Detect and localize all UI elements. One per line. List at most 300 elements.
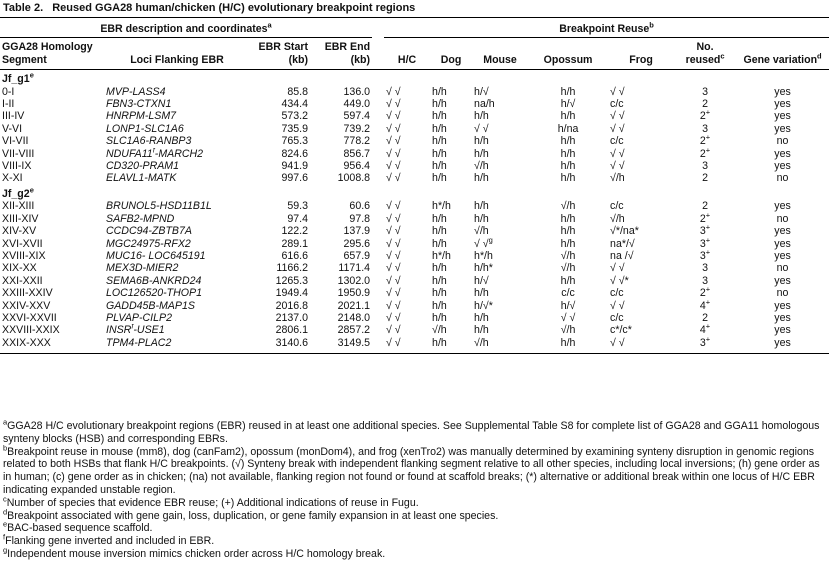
- cell-start: 289.1: [281, 237, 308, 250]
- cell-segment: XXIX-XXX: [0, 337, 104, 354]
- cell-opossum: h/h: [560, 85, 576, 98]
- cell-segment: XXIII-XXIV: [2, 287, 53, 300]
- cell-spacer: [372, 160, 384, 172]
- cell-dog: h*/h: [432, 200, 451, 213]
- table-row: [0, 287, 829, 299]
- cell-spacer: [372, 262, 384, 274]
- cell-end: 657.9: [343, 249, 371, 262]
- cell-start: 616.6: [281, 249, 308, 262]
- cell-mouse: h/h: [474, 147, 489, 160]
- cell-gene-variation: yes: [774, 85, 791, 98]
- cell-opossum: h/h: [560, 274, 576, 287]
- cell-opossum: √/h: [560, 324, 576, 337]
- cell-end: 2857.2: [337, 324, 371, 337]
- cell-end: 60.6: [349, 200, 371, 213]
- footnote: [3, 507, 826, 523]
- cell-reused: 3: [702, 85, 708, 98]
- col-header-dog: Dog: [430, 38, 472, 70]
- cell-frog: √ √: [610, 160, 625, 173]
- cell-start: 735.9: [281, 122, 308, 135]
- cell-hc: √ √: [386, 147, 401, 160]
- cell-reused: 2+: [699, 147, 711, 160]
- cell-dog: h/h: [432, 311, 447, 324]
- cell-end: 449.0: [343, 98, 371, 111]
- cell-gene-variation: yes: [774, 98, 791, 111]
- cell-spacer: [372, 148, 384, 160]
- cell-hc: √ √: [386, 85, 401, 98]
- cell-segment: XII-XIII: [2, 200, 35, 213]
- cell-opossum: h/h: [528, 337, 608, 354]
- cell-spacer: [372, 123, 384, 135]
- cell-reused: 3: [702, 274, 708, 287]
- cell-mouse: √/h: [474, 160, 489, 173]
- cell-dog: h/h: [432, 299, 447, 312]
- cell-dog: h/h: [432, 287, 447, 300]
- cell-dog: h/h: [432, 135, 447, 148]
- cell-frog: c/c: [610, 287, 624, 300]
- cell-gene-variation: yes: [774, 237, 791, 250]
- footnote-mark: g: [3, 545, 8, 555]
- cell-loci: MGC24975-RFX2: [106, 237, 191, 250]
- cell-gene-variation: yes: [774, 147, 791, 160]
- table-caption: [0, 0, 829, 18]
- cell-dog: h/h: [432, 110, 447, 123]
- footnote: [3, 545, 826, 561]
- cell-frog: √/h: [610, 172, 625, 185]
- cell-dog: h/h: [432, 225, 447, 238]
- cell-gene-variation: yes: [736, 337, 829, 354]
- cell-reused: 2+: [699, 287, 711, 300]
- cell-start: 434.4: [281, 98, 308, 111]
- cell-mouse: h/h: [474, 110, 489, 123]
- footnote: [3, 417, 826, 446]
- table-row: [0, 123, 829, 135]
- cell-end: 778.2: [343, 135, 371, 148]
- cell-loci: SLC1A6-RANBP3: [106, 135, 192, 148]
- cell-mouse: √/h: [474, 225, 489, 238]
- cell-mouse: na/h: [474, 98, 495, 111]
- cell-end: 295.6: [343, 237, 371, 250]
- cell-opossum: h/h: [560, 212, 576, 225]
- cell-start: 2016.8: [275, 299, 308, 312]
- cell-frog: √ √: [610, 85, 625, 98]
- table-row: [0, 300, 829, 312]
- cell-loci: MUC16- LOC645191: [106, 249, 206, 262]
- footnote-text: GGA28 H/C evolutionary breakpoint regions (EBR) reused in at least one additional species. See Supplemental Table S8 for complete list of GGA28 and GGA11 homologous synteny blocks (HSB) and corresponding EBRs.: [3, 420, 820, 445]
- cell-frog: c*/c*: [610, 324, 632, 337]
- cell-opossum: h/h: [560, 237, 576, 250]
- cell-reused: 3+: [699, 225, 711, 238]
- cell-loci: PLVAP-CILP2: [106, 311, 172, 324]
- cell-loci: LONP1-SLC1A6: [106, 122, 184, 135]
- cell-loci: HNRPM-LSM7: [106, 110, 177, 123]
- cell-reused: 3+: [674, 337, 736, 354]
- cell-frog: √ √: [608, 337, 674, 354]
- table-row: [0, 135, 829, 147]
- table-row: [0, 238, 829, 250]
- table-row: [0, 275, 829, 287]
- footnote-text: Breakpoint associated with gene gain, loss, duplication, or gene family expansion in at least one species.: [7, 509, 499, 522]
- cell-end: 1008.8: [337, 172, 371, 185]
- table-row: [0, 148, 829, 160]
- footnote-mark: a: [3, 417, 8, 427]
- cell-start: 122.2: [281, 225, 308, 238]
- cell-loci: LOC126520-THOP1: [106, 287, 202, 300]
- cell-end: 1302.0: [337, 274, 371, 287]
- cell-mouse: h/h: [474, 200, 489, 213]
- cell-start: 573.2: [281, 110, 308, 123]
- cell-spacer: [372, 86, 384, 98]
- section-title: Jf_g2e: [2, 185, 34, 200]
- cell-dog: h/h: [432, 274, 447, 287]
- cell-start: 1166.2: [276, 262, 308, 275]
- footnote-mark: d: [3, 507, 8, 517]
- cell-hc: √ √: [386, 160, 401, 173]
- cell-opossum: h/h: [560, 225, 576, 238]
- cell-reused: 2: [702, 311, 708, 324]
- table-row: [0, 337, 829, 354]
- section-row: [0, 185, 829, 200]
- cell-segment: 0-I: [2, 85, 15, 98]
- cell-segment: VI-VII: [2, 135, 29, 148]
- cell-opossum: h/h: [560, 135, 576, 148]
- cell-end: 1950.9: [337, 287, 371, 300]
- table-row: [0, 213, 829, 225]
- cell-hc: √ √: [386, 237, 401, 250]
- cell-frog: c/c: [610, 135, 624, 148]
- cell-opossum: h/h: [560, 110, 576, 123]
- cell-hc: √ √: [386, 311, 401, 324]
- col-header-end: EBR End (kb): [310, 38, 372, 70]
- cell-spacer: [372, 300, 384, 312]
- cell-mouse: √ √: [474, 122, 489, 135]
- cell-gene-variation: yes: [774, 122, 791, 135]
- cell-frog: √ √: [610, 299, 625, 312]
- section-title: Jf_g1e: [2, 70, 34, 86]
- cell-segment: V-VI: [2, 122, 23, 135]
- cell-opossum: c/c: [561, 287, 575, 300]
- cell-hc: √ √: [384, 337, 430, 354]
- cell-opossum: h/h: [560, 172, 576, 185]
- cell-loci: ELAVL1-MATK: [106, 172, 177, 185]
- cell-reused: 2+: [699, 110, 711, 123]
- cell-dog: h/h: [432, 147, 447, 160]
- cell-segment: XXVI-XXVII: [2, 311, 57, 324]
- cell-mouse: h/h: [474, 311, 489, 324]
- cell-mouse: h/h: [474, 135, 489, 148]
- cell-gene-variation: yes: [774, 200, 791, 213]
- footnote-text: Independent mouse inversion mimics chicken order across H/C homology break.: [7, 547, 386, 560]
- cell-hc: √ √: [386, 274, 401, 287]
- cell-start: 824.6: [281, 147, 308, 160]
- cell-spacer: [372, 225, 384, 237]
- footnotes: [0, 417, 829, 561]
- cell-dog: h/h: [432, 212, 447, 225]
- cell-hc: √ √: [386, 299, 401, 312]
- cell-spacer: [372, 312, 384, 324]
- cell-dog: h/h: [432, 237, 447, 250]
- cell-frog: √ √: [610, 262, 625, 275]
- cell-gene-variation: yes: [774, 324, 791, 337]
- col-header-reused: No. reused$^c$: [674, 38, 736, 70]
- footnote: [3, 443, 826, 497]
- table-row: [0, 250, 829, 262]
- footnote-text: Breakpoint reuse in mouse (mm8), dog (canFam2), opossum (monDom4), and frog (xenTro2) was manually determined by examining synteny disruption in genomic regions related to both HSBs that flank H/C breakpoints. (√) Synteny break with independent flanking segment relative to all other species, including local inversions; (h) gene order as in human; (c) gene order as in chicken; (na) not available, flanking region not found or found at scaffold breaks; (*) alternative or additional break within one locus of H/C EBR indicating expanded unstable region.: [3, 445, 820, 496]
- cell-spacer: [372, 287, 384, 299]
- cell-start: 997.6: [281, 172, 308, 185]
- cell-mouse: h/h: [474, 172, 489, 185]
- group-header-row: [0, 20, 829, 38]
- cell-mouse: h/h: [474, 212, 489, 225]
- col-header-gene-variation: Gene variation$^d$: [736, 38, 829, 70]
- cell-opossum: √ √: [560, 311, 576, 324]
- cell-gene-variation: yes: [774, 110, 791, 123]
- cell-loci: NDUFA11$^f$-MARCH2: [106, 147, 204, 160]
- cell-loci: SEMA6B-ANKRD24: [106, 274, 202, 287]
- cell-reused: 2: [702, 172, 708, 185]
- cell-end: 956.4: [343, 160, 371, 173]
- cell-mouse: h*/h: [474, 249, 493, 262]
- cell-loci: MVP-LASS4: [106, 85, 166, 98]
- cell-segment: III-IV: [2, 110, 25, 123]
- cell-segment: X-XI: [2, 172, 23, 185]
- cell-frog: √*/na*: [610, 225, 639, 238]
- cell-dog: h/h: [432, 98, 447, 111]
- footnote: [3, 494, 826, 510]
- cell-start: 97.4: [287, 212, 308, 225]
- cell-frog: c/c: [610, 311, 624, 324]
- table-row: [0, 262, 829, 274]
- cell-end: 739.2: [343, 122, 371, 135]
- cell-start: 765.3: [281, 135, 308, 148]
- section-row: [0, 70, 829, 86]
- cell-end: 3149.5: [310, 337, 372, 354]
- cell-dog: h/h: [432, 122, 447, 135]
- table-body: [0, 70, 829, 354]
- group-header-reuse: Breakpoint Reuse$^b$: [384, 20, 829, 38]
- cell-end: 2148.0: [337, 311, 371, 324]
- table-row: [0, 98, 829, 110]
- footnote: [3, 519, 826, 535]
- cell-gene-variation: yes: [774, 311, 791, 324]
- cell-hc: √ √: [386, 172, 401, 185]
- footnote-mark: b: [3, 443, 8, 453]
- table-row: [0, 324, 829, 336]
- cell-spacer: [372, 324, 384, 336]
- cell-reused: 2+: [699, 212, 711, 225]
- cell-loci: BRUNOL5-HSD11B1L: [106, 200, 212, 213]
- col-header-mouse: Mouse: [472, 38, 528, 70]
- cell-loci: MEX3D-MIER2: [106, 262, 179, 275]
- cell-spacer: [372, 200, 384, 212]
- cell-spacer: [372, 98, 384, 110]
- cell-end: 597.4: [343, 110, 371, 123]
- cell-segment: XIX-XX: [2, 262, 37, 275]
- table-row: [0, 86, 829, 98]
- cell-gene-variation: no: [776, 287, 789, 300]
- group-header-ebr: EBR description and coordinates$^a$: [0, 20, 372, 38]
- cell-hc: √ √: [386, 212, 401, 225]
- cell-hc: √ √: [386, 110, 401, 123]
- cell-hc: √ √: [386, 249, 401, 262]
- cell-reused: 3: [702, 262, 708, 275]
- footnote-text: Number of species that evidence EBR reuse; (+) Additional indications of reuse in Fugu.: [6, 496, 419, 509]
- caption-label: Table 2.: [3, 2, 44, 14]
- cell-start: 85.8: [287, 85, 308, 98]
- cell-hc: √ √: [386, 324, 401, 337]
- col-header-segment: GGA28 Homology Segment: [0, 38, 104, 70]
- cell-frog: c/c: [610, 200, 624, 213]
- cell-frog: √ √: [610, 110, 625, 123]
- footnote-text: Flanking gene inverted and included in EBR.: [5, 535, 215, 548]
- cell-spacer: [372, 213, 384, 225]
- cell-loci: CD320-PRAM1: [106, 160, 180, 173]
- footnote-text: BAC-based sequence scaffold.: [7, 522, 153, 535]
- footnote: [3, 532, 826, 548]
- table-row: [0, 110, 829, 122]
- cell-hc: √ √: [386, 262, 401, 275]
- cell-mouse: h/√: [474, 85, 489, 98]
- col-header-frog: Frog: [608, 38, 674, 70]
- cell-spacer: [372, 250, 384, 262]
- cell-gene-variation: yes: [774, 274, 791, 287]
- cell-loci: GADD45B-MAP1S: [106, 299, 195, 312]
- cell-start: 1949.4: [275, 287, 308, 300]
- cell-hc: √ √: [386, 200, 401, 213]
- cell-opossum: √/h: [560, 200, 576, 213]
- cell-reused: 4+: [699, 299, 711, 312]
- ebr-table: [0, 20, 829, 354]
- cell-start: 2137.0: [275, 311, 308, 324]
- table-row: [0, 225, 829, 237]
- cell-loci: INSR$^f$-USE1: [106, 324, 165, 337]
- cell-dog: h/h: [432, 262, 447, 275]
- cell-end: 97.8: [349, 212, 371, 225]
- cell-dog: h/h: [430, 337, 472, 354]
- table-row: [0, 200, 829, 212]
- table-row: [0, 172, 829, 184]
- cell-hc: √ √: [386, 98, 401, 111]
- cell-loci: CCDC94-ZBTB7A: [106, 225, 192, 238]
- cell-start: 1265.3: [275, 274, 308, 287]
- cell-dog: h/h: [432, 172, 447, 185]
- cell-start: 941.9: [281, 160, 308, 173]
- cell-opossum: h/√: [560, 299, 576, 312]
- cell-spacer: [372, 172, 384, 184]
- cell-loci: FBN3-CTXN1: [106, 98, 172, 111]
- cell-dog: h/h: [432, 85, 447, 98]
- cell-reused: 3+: [699, 237, 711, 250]
- cell-spacer: [372, 238, 384, 250]
- footnote-mark: f: [3, 532, 6, 542]
- cell-hc: √ √: [386, 135, 401, 148]
- col-header-opossum: Opossum: [528, 38, 608, 70]
- cell-mouse: √/h: [472, 337, 528, 354]
- col-header-loci: Loci Flanking EBR: [104, 38, 250, 70]
- cell-gene-variation: no: [776, 172, 789, 185]
- cell-segment: XVIII-XIX: [2, 249, 46, 262]
- col-header-start: EBR Start (kb): [250, 38, 310, 70]
- caption-text: Reused GGA28 human/chicken (H/C) evolutionary breakpoint regions: [52, 2, 416, 14]
- col-header-hc: H/C: [384, 38, 430, 70]
- cell-segment: XXVIII-XXIX: [2, 324, 60, 337]
- cell-start: 59.3: [287, 200, 308, 213]
- table-row: [0, 160, 829, 172]
- cell-gene-variation: yes: [774, 160, 791, 173]
- cell-reused: 2: [702, 200, 708, 213]
- cell-opossum: h/√: [560, 98, 576, 111]
- cell-spacer: [372, 110, 384, 122]
- cell-reused: 2: [702, 98, 708, 111]
- cell-end: 2021.1: [337, 299, 371, 312]
- cell-mouse: h/h*: [474, 262, 493, 275]
- cell-gene-variation: no: [776, 212, 789, 225]
- cell-frog: √/h: [610, 212, 625, 225]
- cell-segment: XVI-XVII: [2, 237, 43, 250]
- cell-reused: 3: [702, 160, 708, 173]
- cell-start: 3140.6: [250, 337, 310, 354]
- cell-hc: √ √: [386, 225, 401, 238]
- cell-mouse: h/h: [474, 324, 489, 337]
- cell-segment: XXIV-XXV: [2, 299, 51, 312]
- cell-end: 1171.4: [338, 262, 371, 275]
- cell-frog: na*/√: [610, 237, 635, 250]
- footnote-mark: e: [3, 519, 8, 529]
- cell-reused: 3+: [699, 249, 711, 262]
- cell-mouse: √ √$^g$: [474, 237, 493, 250]
- cell-segment: VII-VIII: [2, 147, 35, 160]
- cell-opossum: √/h: [560, 262, 576, 275]
- column-header-row: [0, 38, 829, 70]
- cell-opossum: h/na: [557, 122, 579, 135]
- cell-mouse: h/√*: [474, 299, 493, 312]
- cell-gene-variation: yes: [774, 249, 791, 262]
- cell-frog: √ √: [610, 122, 625, 135]
- cell-end: 136.0: [343, 85, 371, 98]
- footnote-mark: c: [3, 494, 7, 504]
- cell-segment: XXI-XXII: [2, 274, 43, 287]
- cell-loci: TPM4-PLAC2: [104, 337, 250, 354]
- cell-frog: na /√: [610, 249, 634, 262]
- table-row: [0, 312, 829, 324]
- cell-hc: √ √: [386, 287, 401, 300]
- cell-mouse: h/√: [474, 274, 489, 287]
- cell-end: 856.7: [343, 147, 371, 160]
- cell-frog: √ √*: [610, 274, 629, 287]
- cell-reused: 4+: [699, 324, 711, 337]
- cell-loci: SAFB2-MPND: [106, 212, 175, 225]
- cell-segment: XIV-XV: [2, 225, 37, 238]
- cell-opossum: √/h: [560, 249, 576, 262]
- cell-segment: VIII-IX: [2, 160, 32, 173]
- cell-mouse: h/h: [474, 287, 489, 300]
- cell-reused: 3: [702, 122, 708, 135]
- cell-dog: √/h: [432, 324, 447, 337]
- cell-spacer: [372, 337, 384, 354]
- cell-dog: h*/h: [432, 249, 451, 262]
- cell-opossum: h/h: [560, 160, 576, 173]
- cell-hc: √ √: [386, 122, 401, 135]
- cell-frog: √ √: [610, 147, 625, 160]
- cell-dog: h/h: [432, 160, 447, 173]
- cell-opossum: h/h: [560, 147, 576, 160]
- cell-start: 2806.1: [275, 324, 308, 337]
- cell-gene-variation: no: [776, 135, 789, 148]
- cell-spacer: [372, 135, 384, 147]
- cell-end: 137.9: [343, 225, 371, 238]
- cell-reused: 2+: [699, 135, 711, 148]
- cell-frog: c/c: [610, 98, 624, 111]
